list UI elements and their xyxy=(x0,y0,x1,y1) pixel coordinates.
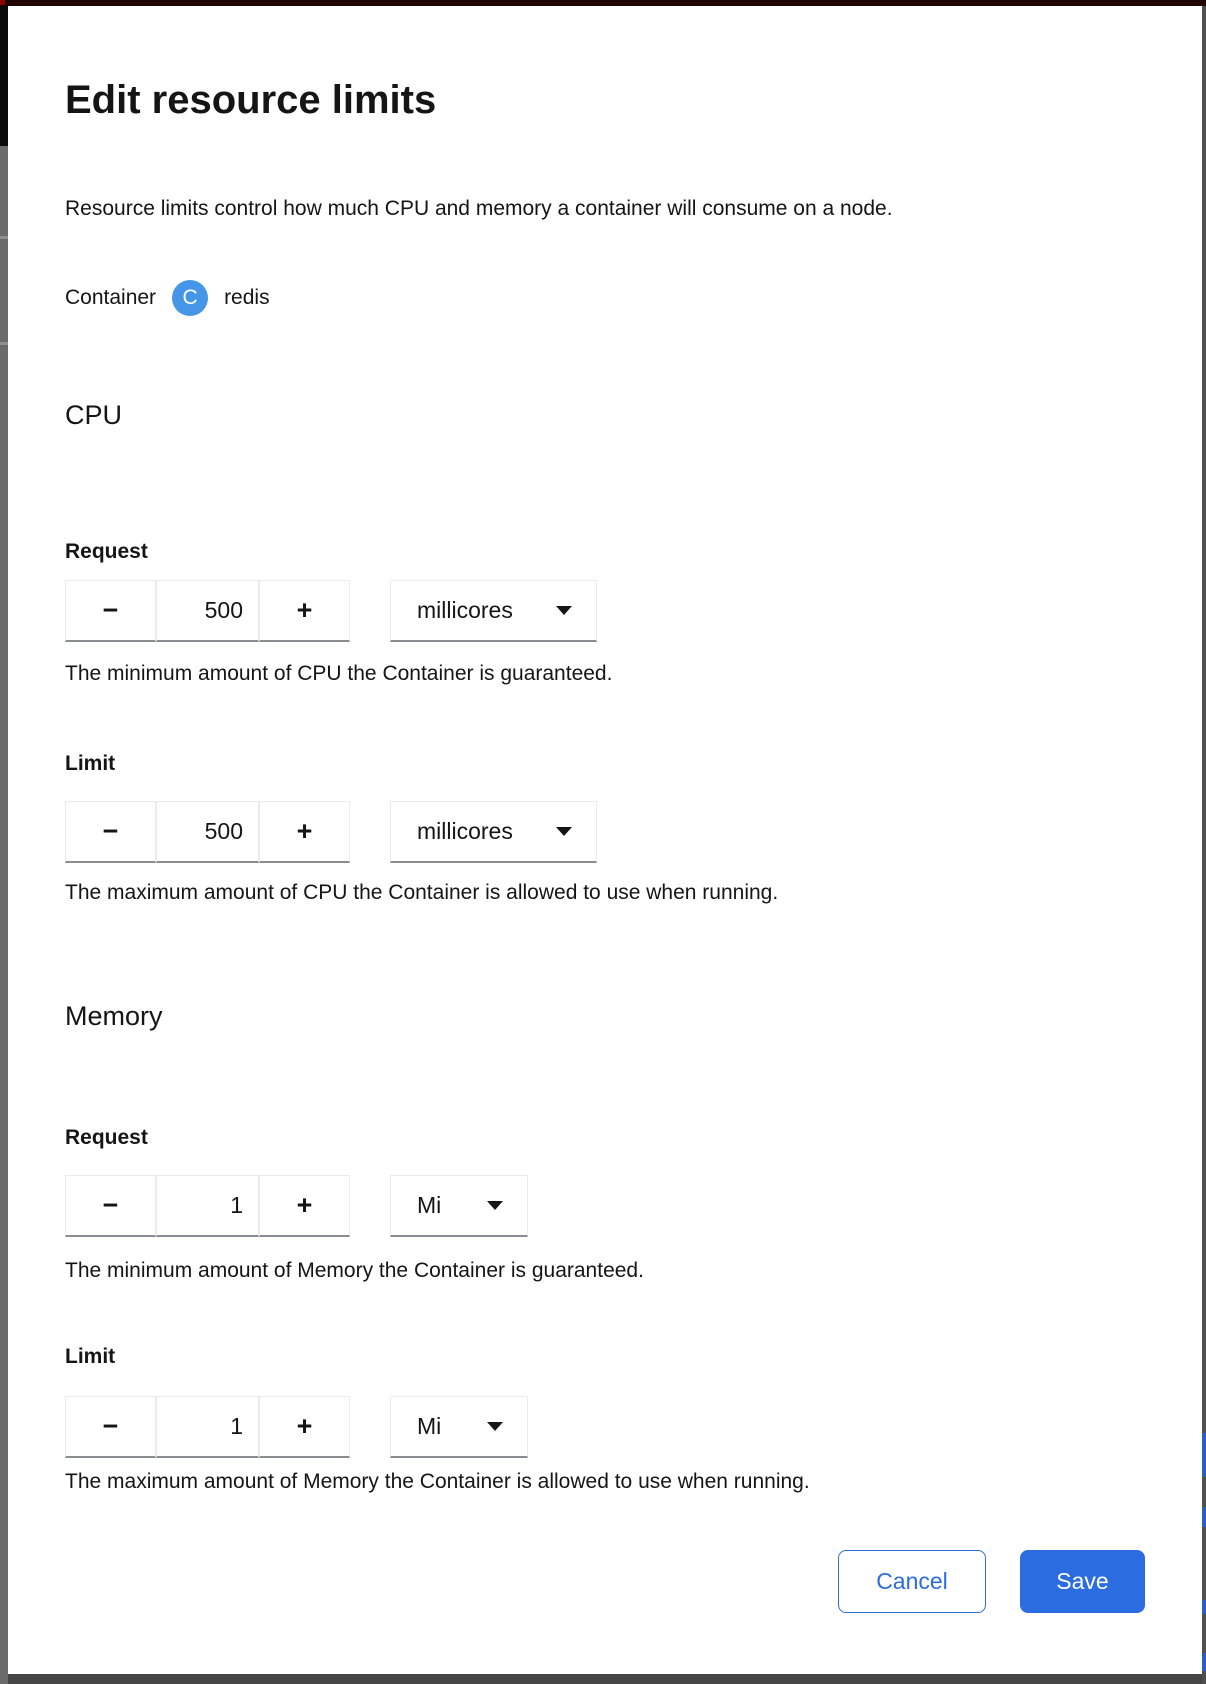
cpu-request-input-row xyxy=(65,580,1145,642)
cpu-limit-decrement-button[interactable] xyxy=(65,801,156,863)
plus-icon: + xyxy=(296,595,313,625)
backdrop-bottom-strip xyxy=(8,1674,1202,1684)
modal-footer xyxy=(65,1550,1145,1613)
cpu-limit-number-spinner xyxy=(65,801,350,863)
chevron-down-icon xyxy=(487,1201,503,1210)
chevron-down-icon xyxy=(487,1422,503,1431)
memory-request-decrement-button[interactable] xyxy=(65,1175,156,1237)
cpu-limit-unit-value: millicores xyxy=(417,818,513,844)
container-label: Container xyxy=(65,286,157,309)
minus-icon: − xyxy=(102,1411,119,1441)
plus-icon: + xyxy=(296,1411,313,1441)
cpu-request-decrement-button[interactable] xyxy=(65,580,156,642)
cpu-limit-value-input[interactable] xyxy=(156,801,259,863)
memory-request-unit-value: Mi xyxy=(417,1192,442,1218)
cpu-limit-label: Limit xyxy=(65,752,116,775)
cpu-request-value-input[interactable] xyxy=(156,580,259,642)
cpu-request-number-spinner xyxy=(65,580,350,642)
chevron-down-icon xyxy=(556,606,572,615)
container-badge-letter: C xyxy=(182,286,198,309)
cpu-request-unit-select[interactable] xyxy=(390,580,597,642)
memory-limit-unit-value: Mi xyxy=(417,1413,442,1439)
memory-limit-number-spinner xyxy=(65,1396,350,1458)
memory-request-input-row xyxy=(65,1175,1145,1237)
cpu-request-label: Request xyxy=(65,540,148,563)
backdrop-link-fragment xyxy=(1202,1507,1206,1527)
memory-limit-helper-text: The maximum amount of Memory the Container is allowed to use when running. xyxy=(65,1470,810,1493)
memory-limit-decrement-button[interactable] xyxy=(65,1396,156,1458)
memory-request-label: Request xyxy=(65,1126,148,1149)
backdrop-link-fragment xyxy=(1202,1600,1206,1614)
chevron-down-icon xyxy=(556,827,572,836)
backdrop-left-divider xyxy=(0,342,8,345)
minus-icon: − xyxy=(102,816,119,846)
memory-limit-increment-button[interactable] xyxy=(259,1396,350,1458)
cpu-limit-helper-text: The maximum amount of CPU the Container is allowed to use when running. xyxy=(65,881,779,904)
minus-icon: − xyxy=(102,1190,119,1220)
backdrop-left-masthead-strip xyxy=(0,0,8,146)
section-heading-memory: Memory xyxy=(65,1001,163,1031)
plus-icon: + xyxy=(296,1190,313,1220)
save-button[interactable]: Save xyxy=(1020,1550,1145,1613)
container-badge-icon xyxy=(172,280,208,316)
memory-request-value-input[interactable] xyxy=(156,1175,259,1237)
backdrop-left-strip xyxy=(0,6,8,1684)
cancel-button[interactable]: Cancel xyxy=(838,1550,986,1613)
memory-request-unit-select[interactable] xyxy=(390,1175,528,1237)
memory-limit-unit-select[interactable] xyxy=(390,1396,528,1458)
cpu-request-unit-value: millicores xyxy=(417,597,513,623)
backdrop-left-divider xyxy=(0,236,8,239)
cpu-limit-increment-button[interactable] xyxy=(259,801,350,863)
section-heading-cpu: CPU xyxy=(65,400,123,430)
modal-description: Resource limits control how much CPU and memory a container will consume on a node. xyxy=(65,197,893,220)
memory-limit-input-row xyxy=(65,1396,1145,1458)
backdrop-top-corner xyxy=(0,0,5,5)
memory-request-increment-button[interactable] xyxy=(259,1175,350,1237)
memory-limit-label: Limit xyxy=(65,1345,116,1368)
container-row xyxy=(65,280,1145,316)
minus-icon: − xyxy=(102,595,119,625)
backdrop-link-fragment xyxy=(1202,1433,1206,1477)
backdrop-link-fragment xyxy=(1202,1653,1206,1671)
memory-request-number-spinner xyxy=(65,1175,350,1237)
page-title: Edit resource limits xyxy=(65,78,437,122)
cpu-limit-unit-select[interactable] xyxy=(390,801,597,863)
cpu-request-increment-button[interactable] xyxy=(259,580,350,642)
edit-resource-limits-modal xyxy=(8,6,1202,1674)
plus-icon: + xyxy=(296,816,313,846)
cpu-limit-input-row xyxy=(65,801,1145,863)
memory-limit-value-input[interactable] xyxy=(156,1396,259,1458)
memory-request-helper-text: The minimum amount of Memory the Container is guaranteed. xyxy=(65,1259,644,1282)
cpu-request-helper-text: The minimum amount of CPU the Container is guaranteed. xyxy=(65,662,613,685)
container-name: redis xyxy=(224,286,270,309)
